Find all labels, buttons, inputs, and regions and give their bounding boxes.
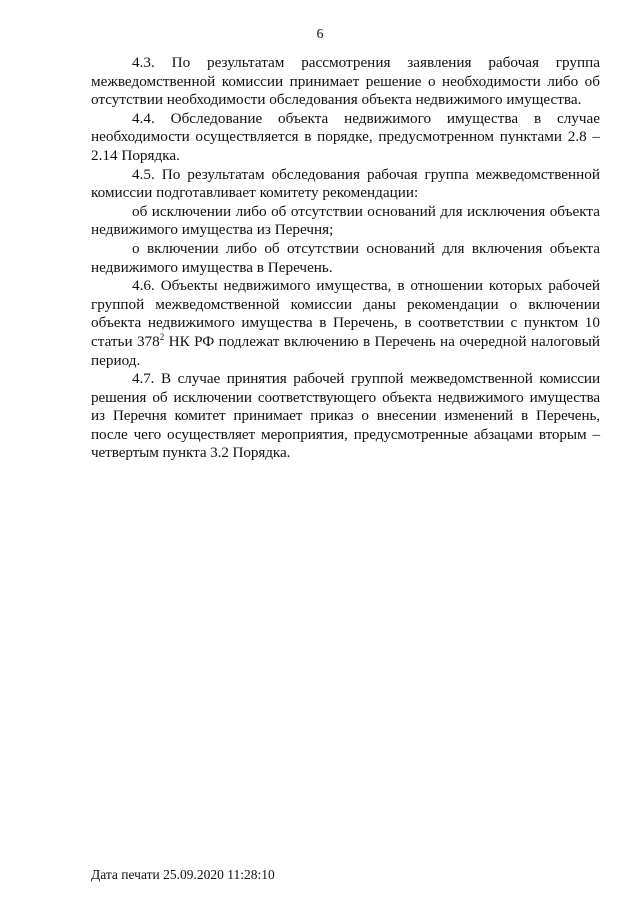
paragraph-4-6-text-before: 4.6. Объекты недвижимого имущества, в отношении которых рабочей группой межведомственной комиссии даны рекомендации о включении объекта недвижимого имущества в Перечень, в соответствии с пунктом 10 статьи 378 — [91, 277, 600, 350]
article-superscript: 2 — [159, 331, 165, 342]
document-body — [91, 54, 600, 463]
paragraph-4-4: 4.4. Обследование объекта недвижимого имущества в случае необходимости осуществляется в порядке, предусмотренном пунктами 2.8 – 2.14 Порядка. — [91, 109, 600, 164]
paragraph-inclusion-item: о включении либо об отсутствии оснований для включения объекта недвижимого имущества в Перечень. — [91, 239, 600, 276]
paragraph-4-6-text-after: НК РФ подлежат включению в Перечень на очередной налоговый период. — [91, 332, 600, 369]
page-number: 6 — [316, 27, 324, 42]
paragraph-exclusion-item: об исключении либо об отсутствии оснований для исключения объекта недвижимого имущества из Перечня; — [91, 202, 600, 239]
paragraph-4-7: 4.7. В случае принятия рабочей группой межведомственной комиссии решения об исключении соответствующего объекта недвижимого имущества из Перечня комитет принимает приказ о внесении изменений в Перечень, после чего осуществляет мероприятия, предусмотренные абзацами вторым – четвертым пункта 3.2 Порядка. — [91, 370, 600, 462]
paragraph-4-6 — [91, 277, 600, 370]
print-date: Дата печати 25.09.2020 11:28:10 — [91, 867, 275, 882]
paragraph-4-3: 4.3. По результатам рассмотрения заявления рабочая группа межведомственной комиссии принимает решение о необходимости либо об отсутствии необходимости обследования объекта недвижимого имущества. — [91, 54, 600, 109]
paragraph-4-5: 4.5. По результатам обследования рабочая группа межведомственной комиссии подготавливает комитету рекомендации: — [91, 165, 600, 202]
